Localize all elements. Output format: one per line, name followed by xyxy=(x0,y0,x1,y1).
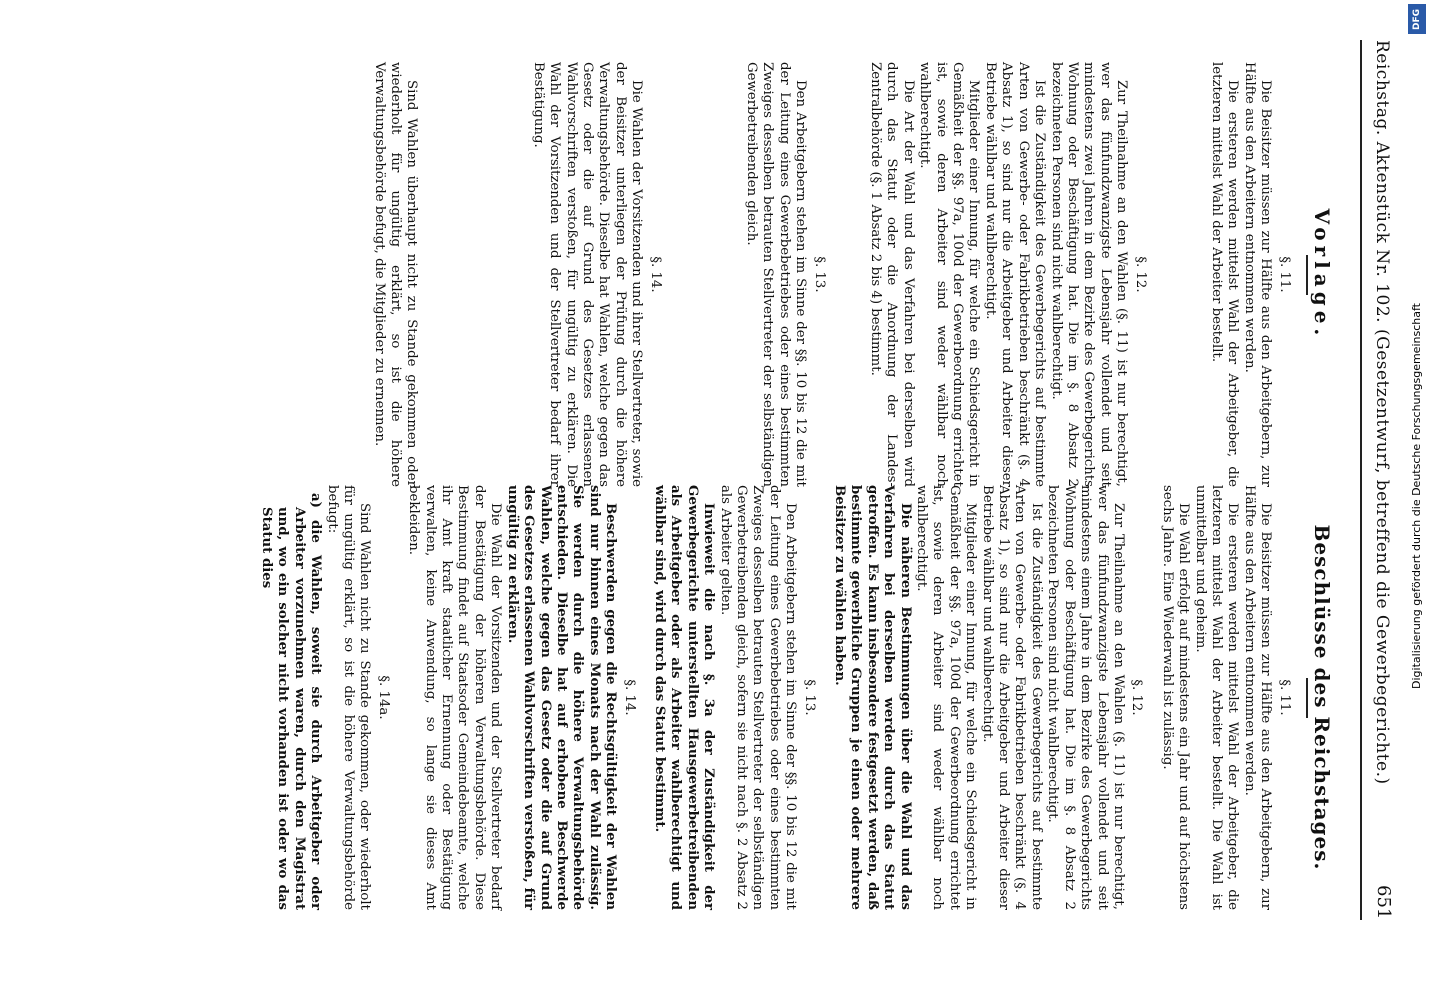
paragraph: Die Art der Wahl und das Verfahren bei derselben wird durch das Statut oder die Anordnung der Landes-Zentralbehörde (§. 1 Absatz 2 bis 4) bestimmt. xyxy=(868,62,916,487)
paragraph: Den Arbeitgebern stehen im Sinne der §§. 10 bis 12 die mit der Leitung eines Gewerbebetriebes oder eines bestimmten Zweiges desselben betrauten Stellvertreter der selbständigen Gewerbetreibenden gleich. xyxy=(744,62,809,487)
paragraph: Sind Wahlen überhaupt nicht zu Stande gekommen oder wiederholt für ungültig erklärt, so ist die höhere Verwaltungsbehörde befugt, die Mitglieder zu ernennen. xyxy=(371,62,420,487)
paragraph: Die ersteren werden mittelst Wahl der Arbeitgeber, die letzteren mittelst Wahl der Arbeiter bestellt. Die Wahl ist unmittelbar und geheim. xyxy=(1192,485,1241,910)
paragraph: Zur Theilnahme an den Wahlen (§. 11) ist nur berechtigt, wer das fünfundzwanzigste Lebensjahr vollendet und seit mindestens zwei Jahren in dem Bezirke des Gewerbegerichts Wohnung oder Beschäftigung hat. Die im §. 8 Absatz 2 bezeichneten Personen sind nicht wahlberechtigt. xyxy=(1048,62,1130,487)
section-heading: §. 12. xyxy=(1129,679,1145,716)
section-heading: §. 11. xyxy=(1276,256,1292,293)
paragraph: Die Wahl der Vorsitzenden und der Stellvertreter bedarf der Bestätigung der höheren Verwaltungsbehörde. Diese Bestimmung findet auf Staatsoder Gemeindebeamte, welche ihr Amt kraft staatlicher Ernennung oder Bestätigung verwalten, keine Anwendung, so lange sie dieses Amt bekleiden. xyxy=(406,485,504,910)
section-heading: §. 14a. xyxy=(375,675,391,720)
right-column xyxy=(258,485,1342,910)
section-heading: §. 14. xyxy=(621,679,637,716)
paragraph: Die ersteren werden mittelst Wahl der Arbeitgeber, die letzteren mittelst Wahl der Arbeiter bestellt. xyxy=(1208,62,1241,487)
paragraph: Die Wahlen der Vorsitzenden und ihrer Stellvertreter, sowie der Beisitzer unterliegen der Prüfung durch die höhere Verwaltungsbehörde. Dieselbe hat Wahlen, welche gegen das Gesetz oder die auf Grund des Gesetzes erlassenen Wahlvorschriften verstoßen, für ungültig zu erklären. Die Wahl der Vorsitzenden und der Stellvertreter bedarf ihrer Bestätigung. xyxy=(530,62,645,487)
section-heading: §. 12. xyxy=(1132,256,1148,293)
paragraph: Ist die Zuständigkeit des Gewerbegerichts auf bestimmte Arten von Gewerbe- oder Fabrikbetrieben beschränkt (§. 4 Absatz 1), so sind nur die Arbeitgeber und Arbeiter dieser Betriebe wählbar und wahlberechtigt. xyxy=(979,485,1044,910)
paragraph: Ist die Zuständigkeit des Gewerbegerichts auf bestimmte Arten von Gewerbe- oder Fabrikbetrieben beschränkt (§. 4 Absatz 1), so sind nur die Arbeitgeber und Arbeiter dieser Betriebe wählbar und wahlberechtigt. xyxy=(982,62,1048,487)
paragraph: Die Beisitzer müssen zur Hälfte aus den Arbeitgebern, zur Hälfte aus den Arbeitern entnommen werden. xyxy=(1241,485,1274,910)
paragraph: Zur Theilnahme an den Wahlen (§. 11) ist nur berechtigt, wer das fünfundzwanzigste Lebensjahr vollendet und seit mindestens einem Jahre in dem Bezirke des Gewerbegerichts Wohnung oder Beschäftigung hat. Die im §. 8 Absatz 2 bezeichneten Personen sind nicht wahlberechtigt. xyxy=(1045,485,1126,910)
dfg-credit-text: Digitalisierung gefördert durch die Deutsche Forschungsgemeinschaft xyxy=(1410,303,1423,689)
header-rule xyxy=(1360,40,1362,920)
paragraph: Die näheren Bestimmungen über die Wahl und das Verfahren bei derselben werden durch das Statut getroffen. Es kann insbesondere festgesetzt werden, daß bestimmte gewerbliche Gruppen je einen oder mehrere Beisitzer zu wählen haben. xyxy=(832,485,913,910)
section-heading: §. 14. xyxy=(647,256,663,293)
section-heading: §. 13. xyxy=(811,256,827,293)
paragraph: Inwieweit die nach §. 3a der Zuständigkeit der Gewerbegerichte unterstellten Hausgewerbetreibenden als Arbeitgeber oder als Arbeiter wahlberechtigt und wählbar sind, wird durch das Statut bestimmt. xyxy=(651,485,717,910)
paragraph: Die Beisitzer müssen zur Hälfte aus den Arbeitgebern, zur Hälfte aus den Arbeitern entnommen werden. xyxy=(1241,62,1274,487)
running-header: Reichstag. Aktenstück Nr. 102. (Gesetzentwurf, betreffend die Gewerbegerichte.) xyxy=(1372,40,1392,785)
list-item: a) die Wahlen, soweit sie durch Arbeitgeber oder Arbeiter vorzunehmen waren, durch den Magistrat und, wo ein solcher nicht vorhanden ist oder wo das Statut dies xyxy=(259,493,324,910)
dfg-logo: DFG xyxy=(1408,4,1426,34)
left-column-title: Vorlage. xyxy=(1310,208,1334,341)
paragraph: Mitglieder einer Innung, für welche ein Schiedsgericht in Gemäßheit der §§. 97a, 100d der Gewerbeordnung errichtet ist, sowie deren Arbeiter sind weder wählbar noch wahlberechtigt. xyxy=(917,62,982,487)
section-heading: §. 13. xyxy=(801,679,817,716)
left-column xyxy=(370,62,1342,487)
paragraph: Den Arbeitgebern stehen im Sinne der §§. 10 bis 12 die mit der Leitung eines Gewerbebetriebes oder eines bestimmten Zweiges desselben betrauten Stellvertreter der selbständigen Gewerbetreibenden gleich, sofern sie nicht nach §. 2 Absatz 2 als Arbeiter gelten. xyxy=(717,485,799,910)
section-heading: §. 11. xyxy=(1276,679,1292,716)
title-rule xyxy=(1306,255,1308,295)
paragraph: Sind Wahlen nicht zu Stande gekommen, oder wiederholt für ungültig erklärt, so ist die höhere Verwaltungsbehörde befugt: xyxy=(324,485,373,910)
right-column-title: Beschlüsse des Reichstages. xyxy=(1310,524,1334,871)
paragraph: Die Wahl erfolgt auf mindestens ein Jahr und auf höchstens sechs Jahre. Eine Wiederwahl ist zulässig. xyxy=(1159,485,1192,910)
title-rule xyxy=(1306,678,1308,718)
paragraph: Mitglieder einer Innung, für welche ein Schiedsgericht in Gemäßheit der §§. 97a, 100d der Gewerbeordnung errichtet ist, sowie deren Arbeiter sind weder wählbar noch wahlberechtigt. xyxy=(914,485,979,910)
paragraph: Beschwerden gegen die Rechtsgültigkeit der Wahlen sind nur binnen eines Monats nach der Wahl zulässig. Sie werden durch die höhere Verwaltungsbehörde entschieden. Dieselbe hat auf erhobene Beschwerde Wahlen, welche gegen das Gesetz oder die auf Grund des Gesetzes erlassenen Wahlvorschriften verstoßen, für ungültig zu erklären. xyxy=(504,485,619,910)
dfg-sidebar xyxy=(1402,0,1432,1000)
page-number: 651 xyxy=(1373,885,1394,920)
